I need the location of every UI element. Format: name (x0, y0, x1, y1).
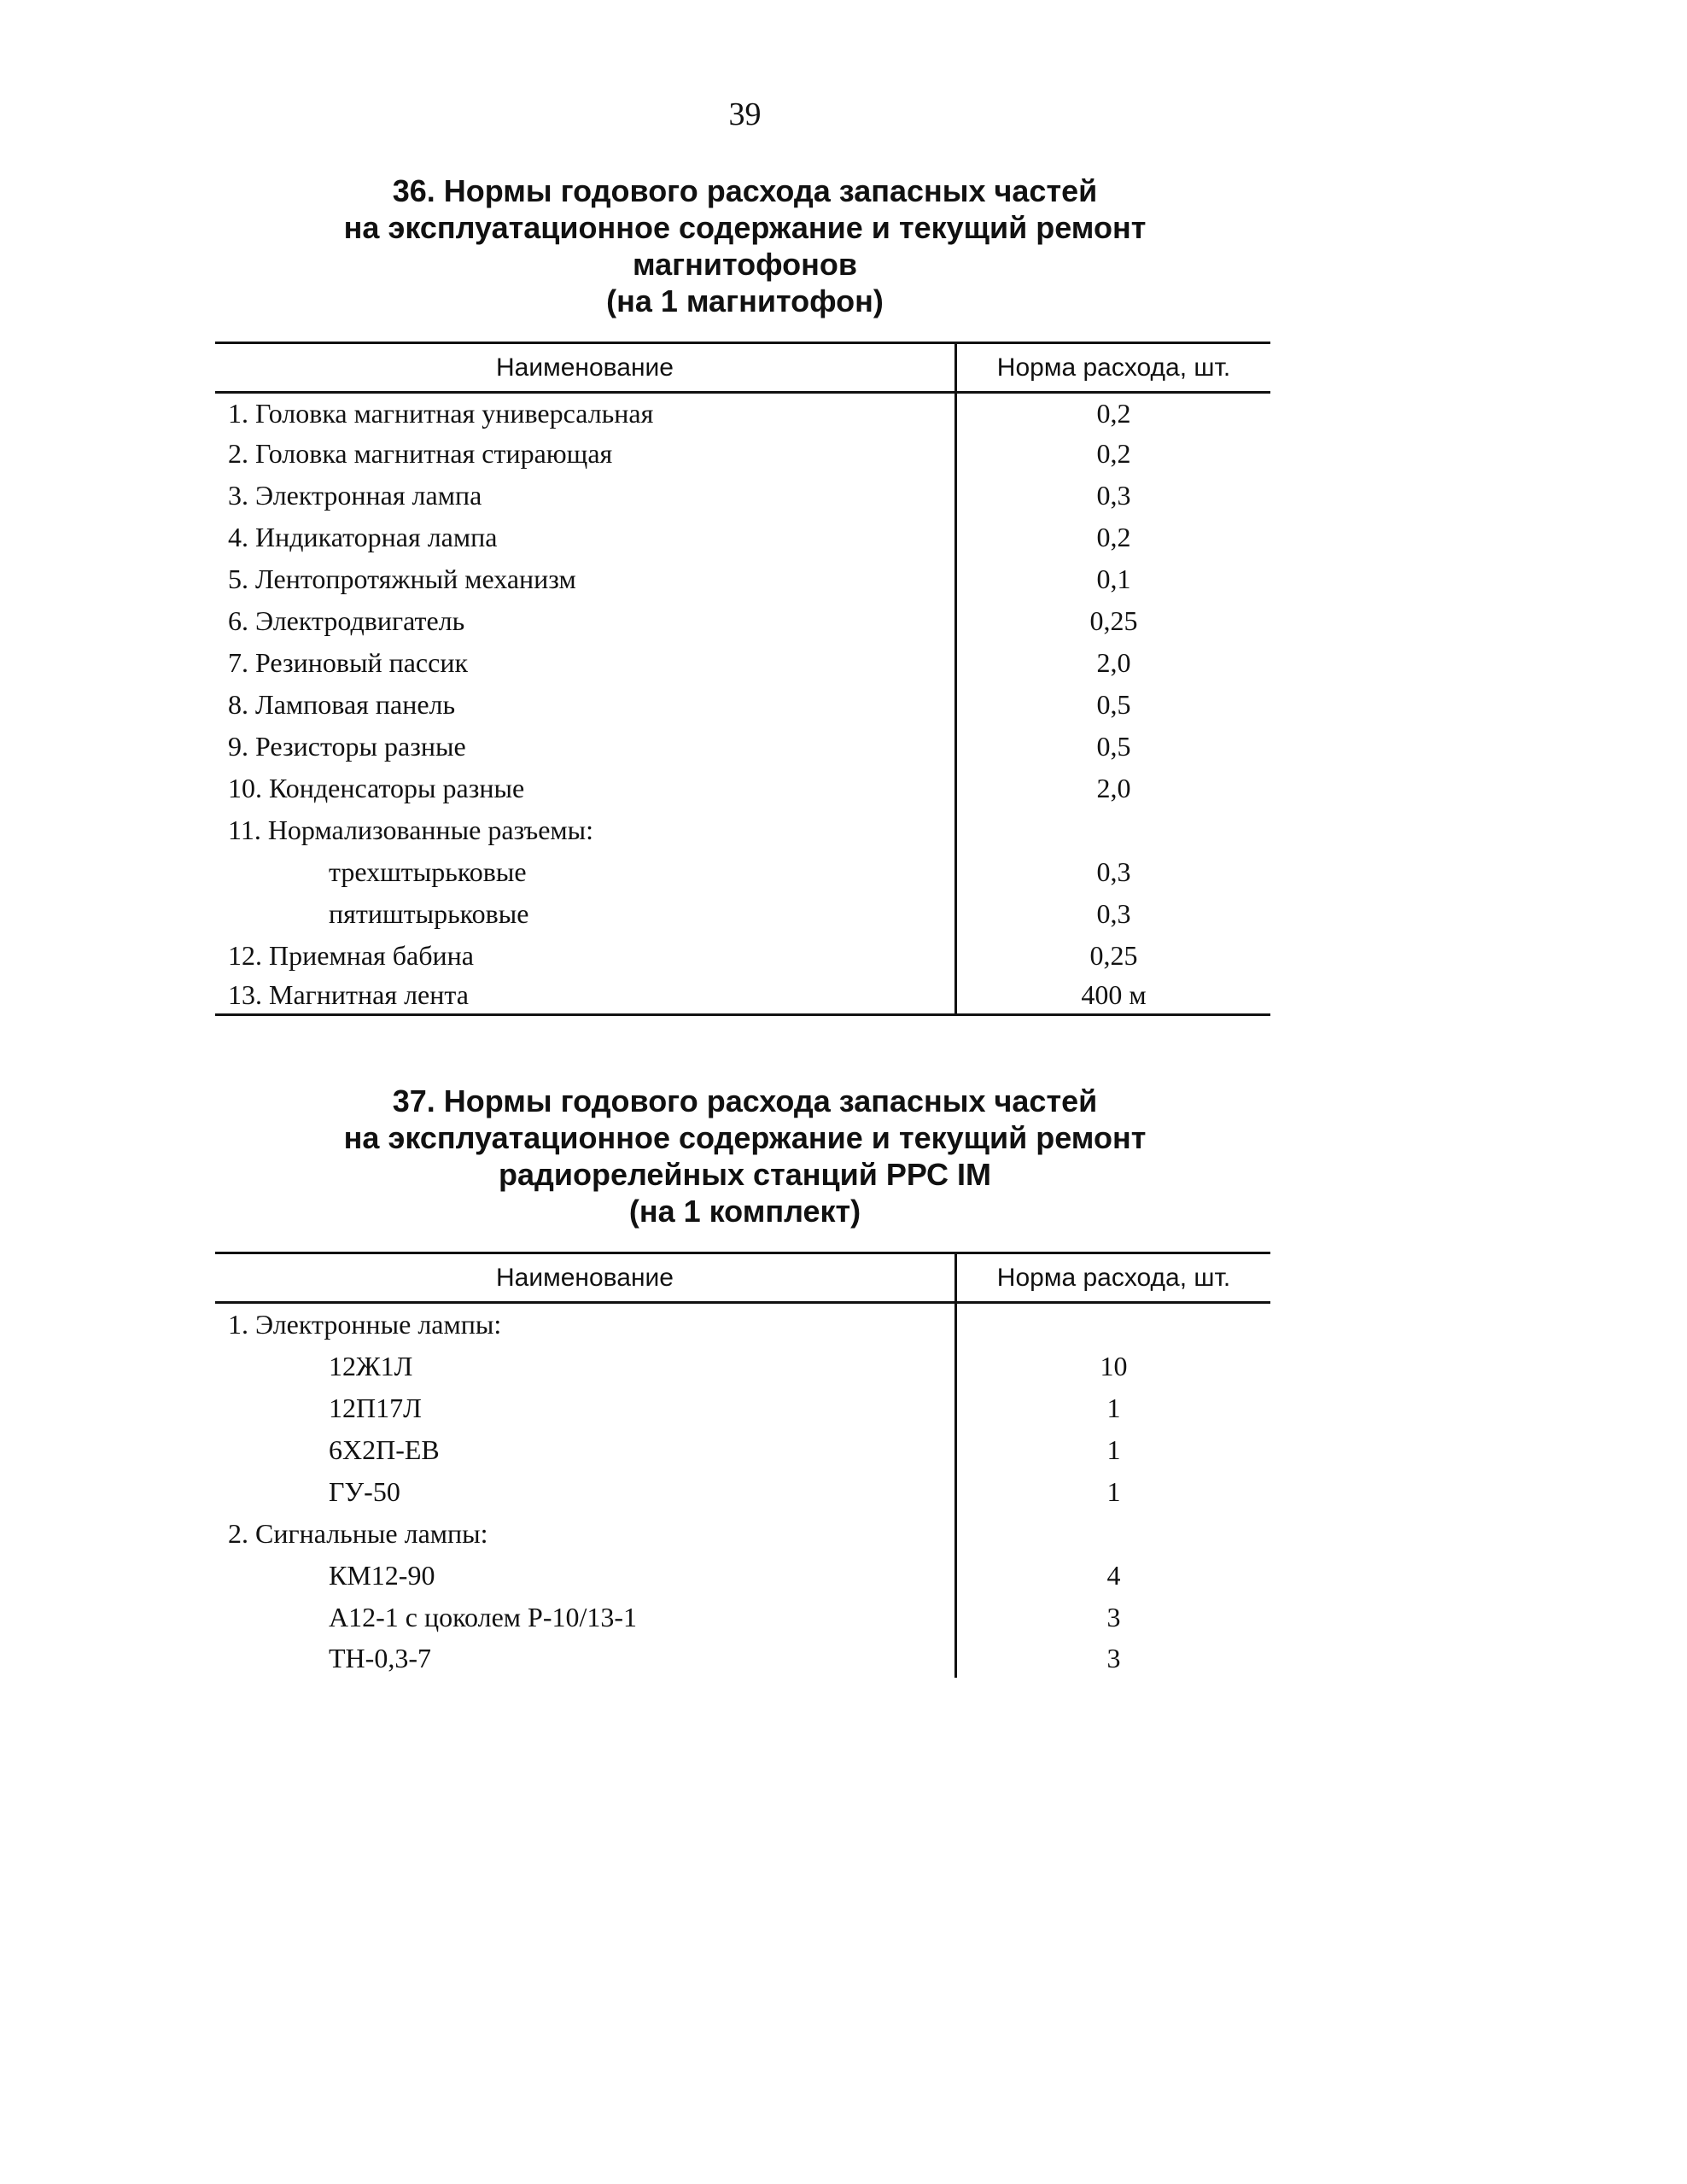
table-row (215, 726, 1270, 768)
table-header (215, 1254, 1270, 1304)
item-name: 12Ж1Л (215, 1346, 957, 1387)
item-norm: 0,2 (1096, 397, 1131, 429)
item-norm: 0,5 (1096, 689, 1131, 720)
item-name: пятиштырьковые (215, 893, 957, 935)
table-row (215, 1555, 1270, 1597)
section-37-title (0, 1083, 1490, 1229)
table-row (215, 475, 1270, 517)
item-norm: 2,0 (1096, 773, 1131, 803)
item-norm: 2,0 (1096, 647, 1131, 678)
item-name: 9. Резисторы разные (215, 726, 957, 768)
section-36-title-line: на эксплуатационное содержание и текущий ремонт (343, 210, 1147, 245)
item-norm: 0,3 (1096, 898, 1131, 929)
item-name: 2. Сигнальные лампы: (215, 1513, 957, 1555)
item-name: А12-1 с цоколем Р-10/13-1 (215, 1597, 957, 1638)
item-norm (957, 809, 1270, 851)
item-norm: 0,3 (1096, 856, 1131, 887)
item-norm (957, 1304, 1270, 1346)
item-norm: 0,25 (1089, 940, 1138, 971)
table-row (215, 809, 1270, 851)
item-name: трехштырьковые (215, 851, 957, 893)
item-name: 1. Головка магнитная универсальная (215, 394, 957, 433)
item-norm: 4 (1106, 1560, 1121, 1591)
table-row (215, 1513, 1270, 1555)
section-37-title-line: 37. Нормы годового расхода запасных частей (392, 1083, 1098, 1118)
table-row (215, 1597, 1270, 1638)
column-header-name: Наименование (215, 1254, 957, 1301)
item-norm: 3 (1106, 1602, 1121, 1632)
item-norm: 0,1 (1096, 564, 1131, 594)
item-name: 6. Электродвигатель (215, 600, 957, 642)
item-norm: 0,25 (1089, 605, 1138, 636)
item-name: 11. Нормализованные разъемы: (215, 809, 957, 851)
column-header-name: Наименование (215, 344, 957, 391)
item-norm (957, 1513, 1270, 1555)
spare-parts-table-36 (215, 342, 1270, 1016)
item-norm: 0,5 (1096, 731, 1131, 762)
item-norm: 1 (1106, 1434, 1121, 1465)
item-name: 1. Электронные лампы: (215, 1304, 957, 1346)
item-name: 2. Головка магнитная стирающая (215, 433, 957, 475)
page-number: 39 (728, 96, 762, 132)
item-norm: 1 (1106, 1393, 1121, 1423)
item-norm: 3 (1106, 1642, 1121, 1673)
section-36-title-line: (на 1 магнитофон) (606, 283, 884, 318)
table-row (215, 768, 1270, 809)
section-36-title (0, 172, 1490, 319)
section-37-title-line: (на 1 комплект) (628, 1194, 861, 1229)
table-row (215, 935, 1270, 977)
item-name: 6Х2П-ЕВ (215, 1429, 957, 1471)
table-row (215, 1638, 1270, 1678)
table-row (215, 1346, 1270, 1387)
item-name: 13. Магнитная лента (215, 977, 957, 1013)
table-row (215, 394, 1270, 433)
item-name: 4. Индикаторная лампа (215, 517, 957, 558)
table-row (215, 1304, 1270, 1346)
table-row (215, 1471, 1270, 1513)
table-row (215, 1387, 1270, 1429)
item-norm: 0,2 (1096, 522, 1131, 552)
table-body (215, 394, 1270, 1013)
item-name: 3. Электронная лампа (215, 475, 957, 517)
item-norm: 400 м (1081, 979, 1147, 1010)
table-row (215, 851, 1270, 893)
item-name: 7. Резиновый пассик (215, 642, 957, 684)
item-name: ТН-0,3-7 (215, 1638, 957, 1678)
column-header-norm: Норма расхода, шт. (996, 1263, 1231, 1292)
item-norm: 0,3 (1096, 480, 1131, 511)
table-row (215, 893, 1270, 935)
section-37-title-line: на эксплуатационное содержание и текущий ремонт (343, 1120, 1147, 1155)
table-body (215, 1304, 1270, 1678)
item-name: 10. Конденсаторы разные (215, 768, 957, 809)
table-row (215, 517, 1270, 558)
item-name: 12. Приемная бабина (215, 935, 957, 977)
table-row (215, 684, 1270, 726)
table-row (215, 558, 1270, 600)
table-row (215, 642, 1270, 684)
spare-parts-table-37 (215, 1252, 1270, 1678)
item-name: 8. Ламповая панель (215, 684, 957, 726)
table-row (215, 600, 1270, 642)
table-row (215, 433, 1270, 475)
table-row (215, 977, 1270, 1013)
item-norm: 10 (1100, 1351, 1128, 1381)
table-header (215, 344, 1270, 394)
section-36-title-line: 36. Нормы годового расхода запасных частей (392, 173, 1098, 208)
item-name: 12П17Л (215, 1387, 957, 1429)
item-name: 5. Лентопротяжный механизм (215, 558, 957, 600)
item-name: ГУ-50 (215, 1471, 957, 1513)
section-37-title-line: радиорелейных станций РРС IM (499, 1157, 991, 1192)
item-name: КМ12-90 (215, 1555, 957, 1597)
column-header-norm: Норма расхода, шт. (996, 353, 1231, 382)
section-36-title-line: магнитофонов (632, 247, 858, 282)
item-norm: 0,2 (1096, 438, 1131, 469)
table-row (215, 1429, 1270, 1471)
item-norm: 1 (1106, 1476, 1121, 1507)
